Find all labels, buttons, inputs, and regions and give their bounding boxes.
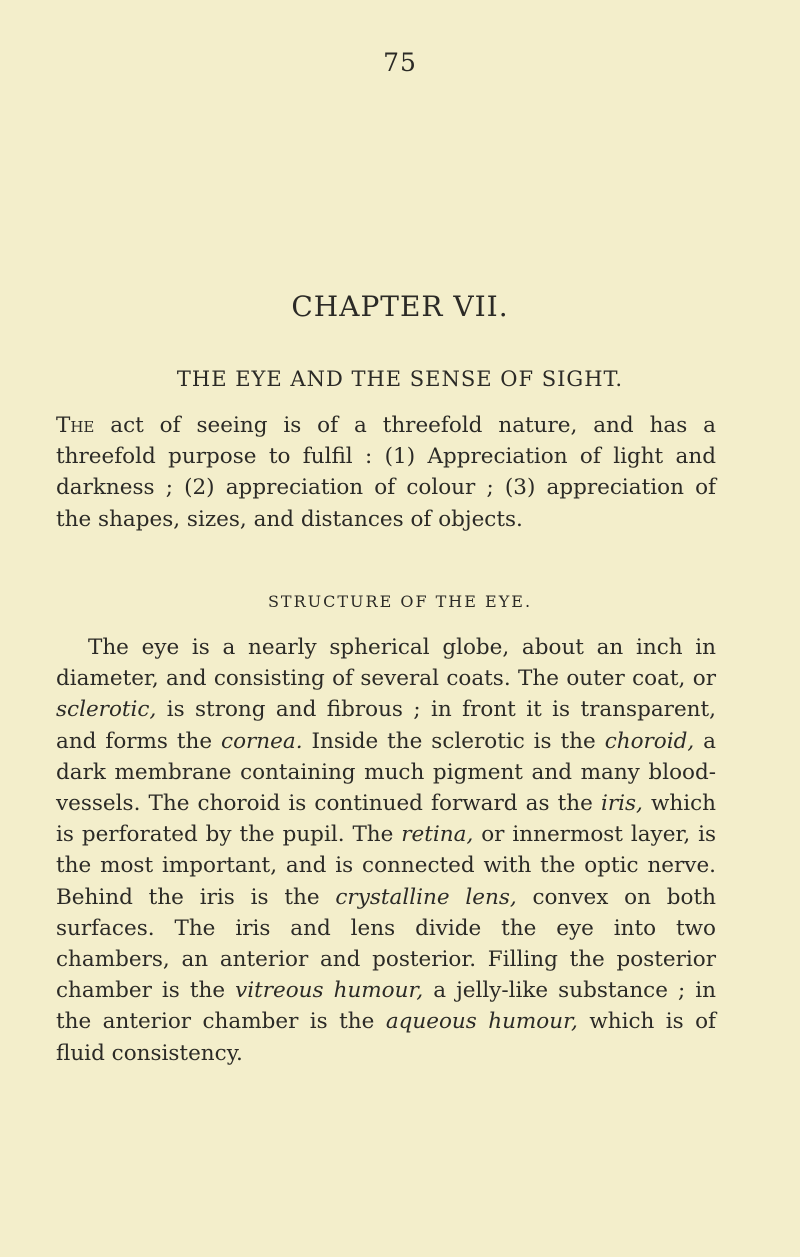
text-run: which is perforated by the pupil. The — [56, 791, 716, 848]
text-run: a dark membrane containing much pigment and many blood-vessels. The choroid is continued forward as the — [56, 728, 716, 817]
text-run: or innermost layer, is the most important, and is connected with the optic nerve. Behind the iris is the — [56, 822, 716, 910]
term-vitreous-humour: vitreous humour, — [235, 978, 424, 1004]
intro-lead-word: The — [56, 413, 95, 438]
text-run: convex on both surfaces. The iris and lens divide the eye into two chambers, an anterior and posterior. Filling the posterior chamber is the — [56, 884, 716, 1004]
text-run: Inside the sclerotic is the — [311, 728, 596, 754]
term-crystalline-lens: crystalline lens, — [335, 884, 517, 910]
term-sclerotic: sclerotic, — [56, 697, 157, 723]
term-choroid: choroid, — [604, 728, 695, 754]
page-number: 75 — [383, 48, 417, 77]
section-heading: STRUCTURE OF THE EYE. — [267, 592, 533, 611]
text-run: is strong and fibrous ; in front it is transparent, and forms the — [56, 697, 716, 754]
intro-paragraph — [56, 410, 716, 535]
term-iris: iris, — [600, 791, 643, 817]
term-retina: retina, — [401, 822, 474, 848]
text-run: a jelly-like substance ; in the anterior chamber is the — [56, 978, 716, 1035]
term-aqueous-humour: aqueous humour, — [385, 1009, 578, 1035]
text-run: The eye is a nearly spherical globe, about an inch in diameter, and consisting of several coats. The outer coat, or — [56, 635, 716, 692]
intro-text: act of seeing is of a threefold nature, and has a threefold purpose to fulfil : (1) Appreciation of light and darkness ; (2) appreciation of colour ; (3) appreciation of the shapes, sizes, and distances of objects. — [56, 413, 716, 532]
chapter-heading: CHAPTER VII. — [291, 290, 509, 323]
text-run: which is of fluid consistency. — [56, 1009, 717, 1066]
term-cornea: cornea. — [221, 728, 303, 754]
structure-paragraph — [56, 632, 716, 1069]
chapter-title: THE EYE AND THE SENSE OF SIGHT. — [176, 367, 624, 391]
